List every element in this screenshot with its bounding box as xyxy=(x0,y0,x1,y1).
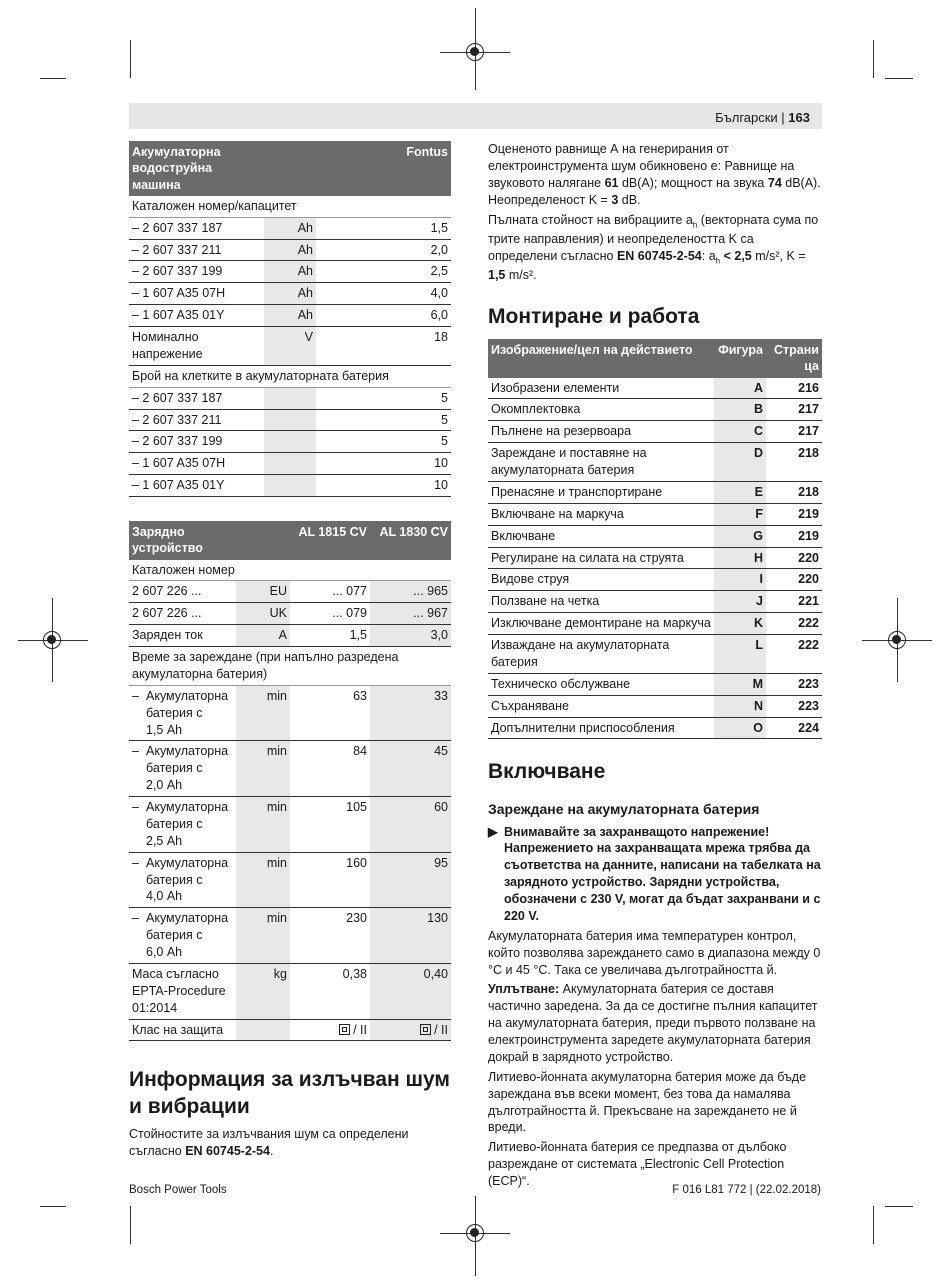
protection-class-icon xyxy=(420,1024,431,1035)
table-row: Включване G 219 xyxy=(488,525,822,547)
table-row: – 1 607 A35 07H Ah 4,0 xyxy=(129,283,451,305)
crop-mark xyxy=(130,40,131,78)
table-head-al1830: AL 1830 CV xyxy=(370,521,451,560)
table-row: Окомплектовка B 217 xyxy=(488,399,822,421)
table-row: Заряден ток A 1,5 3,0 xyxy=(129,625,451,647)
table-row: Допълнителни приспособления O 224 xyxy=(488,717,822,739)
table-row: Съхраняване N 223 xyxy=(488,695,822,717)
table-row: – 1 607 A35 01Y Ah 6,0 xyxy=(129,305,451,327)
table-row: Зареждане и поставяне на акумулаторната батерия D 218 xyxy=(488,443,822,482)
table-row: Изобразени елементи A 216 xyxy=(488,378,822,399)
noise-values-paragraph: Оцененото равнище А на генерирания от електроинструмента шум обикновено е: Равнище на звуковото налягане 61 dB(A); мощност на звука 74 dB(A). Неопределеност K = 3 dB. xyxy=(488,142,821,207)
crop-mark xyxy=(130,1206,131,1244)
crop-mark xyxy=(40,1206,66,1207)
crop-mark xyxy=(885,78,913,79)
table-head-machine: Акумулаторна водоструйна машина xyxy=(129,141,316,196)
vibration-paragraph: Пълната стойност на вибрациите $a_h$ (векторната сума по трите направления) и неопределеността K са определени съгласно EN 60745-2-54: $a_h < 2,5$ m/s², K = 1,5 m/s². xyxy=(488,212,819,282)
table-row: Пренасяне и транспортиране E 218 xyxy=(488,481,822,503)
registration-target-icon xyxy=(43,631,61,649)
table-row: Клас на защита / II / II xyxy=(129,1019,451,1041)
right-column xyxy=(488,141,822,1190)
table-header-row xyxy=(129,521,451,560)
table-row: 2 607 226 ... UK ... 079 ... 967 xyxy=(129,603,451,625)
registration-target-icon xyxy=(466,43,484,61)
battery-spec-table xyxy=(129,141,451,497)
table-row: – 2 607 337 199 Ah 2,5 xyxy=(129,261,451,283)
charger-spec-table xyxy=(129,521,451,1041)
table-row: 2 607 226 ... EU ... 077 ... 965 xyxy=(129,581,451,603)
table-row: – 2 607 337 187 Ah 1,5 xyxy=(129,217,451,239)
table-row: – 2 607 337 211 Ah 2,0 xyxy=(129,239,451,261)
voltage-warning: ▶ Внимавайте за захранващото напрежение! Напрежението на захранващата мрежа трябва да съответства на данните, написани на табелката на зарядното устройство. Зарядни устройства, обозначени с 230 V, могат да бъдат захранвани и с 220 V. xyxy=(488,824,821,923)
cells-label: Брой на клетките в акумулаторната батерия xyxy=(129,365,451,387)
catalog-capacity-label: Каталожен номер/капацитет xyxy=(129,196,451,217)
table-row: – 1 607 A35 07H 10 xyxy=(129,453,451,475)
table-head-charger: Зарядно устройство xyxy=(129,521,236,560)
switchon-section-title: Включване xyxy=(488,760,606,784)
header-language: Български xyxy=(715,110,778,125)
table-row: – 2 607 337 211 5 xyxy=(129,409,451,431)
table-row: Изключване демонтиране на маркуча K 222 xyxy=(488,613,822,635)
table-row: Изваждане на акумулаторната батерия L 222 xyxy=(488,635,822,674)
noise-section-title: Информация за излъчван шум и вибрации xyxy=(129,1068,450,1118)
page-number: 163 xyxy=(788,110,810,125)
crop-mark xyxy=(873,40,874,78)
catalog-label: Каталожен номер xyxy=(129,560,451,581)
table-row: Ползване на четка J 221 xyxy=(488,591,822,613)
assembly-table xyxy=(488,339,822,739)
footer-right: F 016 L81 772 | (22.02.2018) xyxy=(672,1184,821,1196)
table-head-al1815: AL 1815 CV xyxy=(236,521,370,560)
registration-target-icon xyxy=(888,631,906,649)
assembly-section-title: Монтиране и работа xyxy=(488,304,700,328)
table-row: Включване на маркуча F 219 xyxy=(488,503,822,525)
bullet-arrow-icon: ▶ xyxy=(488,824,498,839)
charge-time-label: Време за зареждане (при напълно разредена акумулаторна батерия) xyxy=(129,647,451,686)
temperature-paragraph: Акумулаторната батерия има температурен контрол, който позволява зареждането само в диапазона между 0 °C и 45 °C. Така се увеличава дълготрайността й. xyxy=(488,928,821,977)
table-row: – Акумулаторна батерия с 1,5 Ah min 63 33 xyxy=(129,685,451,741)
ecp-paragraph: Литиево-йонната батерия се предпазва от дълбоко разреждане от системата „Electronic Cell Protection (ECP)“. xyxy=(488,1140,787,1189)
table-header-row xyxy=(129,141,451,196)
table-row: Видове струя I 220 xyxy=(488,569,822,591)
noise-section-text: Стойностите за излъчвания шум са определени съгласно EN 60745-2-54. xyxy=(129,1126,409,1158)
liion-paragraph: Литиево-йонната акумулаторна батерия може да бъде зареждана във всеки момент, без това да намалява дълготрайността й. Прекъсване на зареждането не й вреди. xyxy=(488,1069,807,1135)
crop-mark xyxy=(873,1206,874,1244)
table-row: – 2 607 337 199 5 xyxy=(129,431,451,453)
table-row: Маса съгласно EPTA-Procedure 01:2014 kg 0,38 0,40 xyxy=(129,963,451,1019)
table-row: Техническо обслужване M 223 xyxy=(488,673,822,695)
footer-left: Bosch Power Tools xyxy=(129,1184,227,1196)
table-row: – 2 607 337 187 5 xyxy=(129,387,451,409)
table-row: – Акумулаторна батерия с 2,5 Ah min 105 60 xyxy=(129,797,451,853)
table-header-row: Изображение/цел на действието Фигура Страница xyxy=(488,339,822,378)
table-row: – Акумулаторна батерия с 2,0 Ah min 84 45 xyxy=(129,741,451,797)
table-row: Номинално напрежение V 18 xyxy=(129,327,451,366)
crop-mark xyxy=(40,78,66,79)
table-head-fontus: Fontus xyxy=(316,141,451,196)
table-row: – Акумулаторна батерия с 6,0 Ah min 230 130 xyxy=(129,908,451,964)
table-row: Регулиране на силата на струята H 220 xyxy=(488,547,822,569)
registration-target-icon xyxy=(466,1224,484,1242)
protection-class-icon xyxy=(339,1024,350,1035)
table-row: – 1 607 A35 01Y 10 xyxy=(129,475,451,497)
page-header: Български | 163 xyxy=(715,110,810,125)
crop-mark xyxy=(885,1206,913,1207)
initial-charge-paragraph: Уплътване: Акумулаторната батерия се доставя частично заредена. За да се достигне пълния капацитет на акумулаторната батерия, преди първото ползване на електроинструмента заредете акумулаторната батерия докрай в зарядното устройство. xyxy=(488,982,818,1064)
table-row: Пълнене на резервоара C 217 xyxy=(488,421,822,443)
charging-subtitle: Зареждане на акумулаторната батерия xyxy=(488,800,760,817)
left-column xyxy=(129,141,451,1160)
table-row: – Акумулаторна батерия с 4,0 Ah min 160 95 xyxy=(129,852,451,908)
